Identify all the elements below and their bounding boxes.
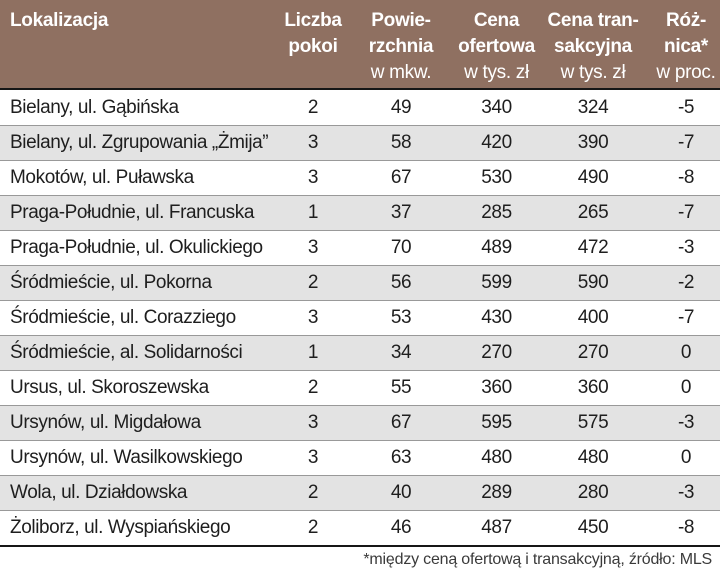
cell-area: 40: [390, 482, 412, 503]
cell-difference: -3: [677, 482, 695, 503]
cell-location: Śródmieście, ul. Pokorna: [10, 272, 212, 293]
cell-transaction-price: 324: [577, 96, 609, 118]
column-header-line: Lokalizacja: [10, 10, 109, 31]
column-header-line: w tys. zł: [560, 62, 626, 83]
cell-asking-price: 595: [481, 412, 512, 433]
column-header-line: Cena tran-: [547, 10, 639, 31]
column-header-line: w proc.: [656, 62, 716, 83]
cell-area: 34: [390, 342, 412, 363]
cell-difference: -2: [677, 272, 695, 293]
cell-transaction-price: 390: [577, 132, 609, 153]
cell-area: 37: [390, 202, 412, 223]
table-row: [0, 440, 720, 475]
table-header-row: [0, 0, 720, 90]
table-body: [0, 90, 720, 545]
column-header-line: sakcyjna: [554, 36, 632, 57]
footnote-bar: [0, 545, 720, 574]
cell-transaction-price: 270: [577, 342, 609, 363]
cell-rooms: 1: [307, 202, 319, 223]
table-row: [0, 405, 720, 440]
cell-rooms: 1: [307, 342, 319, 363]
table-row: [0, 475, 720, 510]
column-header-line: w mkw.: [370, 62, 432, 83]
cell-transaction-price: 360: [577, 377, 609, 398]
cell-difference: 0: [680, 342, 692, 363]
cell-transaction-price: 472: [577, 237, 609, 258]
cell-location: Praga-Południe, ul. Okulickiego: [10, 237, 263, 258]
cell-asking-price: 340: [481, 96, 512, 118]
cell-location: Praga-Południe, ul. Francuska: [10, 202, 254, 223]
column-header-line: rzchnia: [368, 36, 434, 57]
table-row: [0, 160, 720, 195]
column-header-line: Cena: [473, 10, 520, 31]
cell-location: Ursynów, ul. Migdałowa: [10, 412, 201, 433]
table-row: [0, 265, 720, 300]
cell-transaction-price: 265: [577, 202, 609, 223]
cell-asking-price: 420: [481, 132, 512, 153]
table-row: [0, 230, 720, 265]
column-header-line: Liczba: [284, 10, 342, 31]
cell-rooms: 2: [307, 96, 319, 118]
column-header-transaction-price: [546, 8, 640, 88]
cell-transaction-price: 450: [577, 517, 609, 538]
cell-rooms: 2: [307, 377, 319, 398]
cell-area: 70: [390, 237, 412, 258]
cell-rooms: 3: [307, 307, 319, 328]
cell-difference: -7: [677, 307, 695, 328]
cell-area: 56: [390, 272, 412, 293]
table-row: [0, 335, 720, 370]
column-header-location: [0, 8, 271, 88]
cell-difference: 0: [680, 377, 692, 398]
cell-asking-price: 430: [481, 307, 512, 328]
cell-rooms: 3: [307, 132, 319, 153]
cell-location: Wola, ul. Działdowska: [10, 482, 188, 503]
table-row: [0, 90, 720, 125]
column-header-line: nica*: [664, 36, 708, 57]
cell-area: 55: [390, 377, 412, 398]
cell-asking-price: 487: [481, 517, 512, 538]
cell-area: 67: [390, 412, 412, 433]
cell-asking-price: 289: [481, 482, 512, 503]
cell-asking-price: 489: [481, 237, 512, 258]
cell-asking-price: 270: [481, 342, 512, 363]
cell-area: 53: [390, 307, 412, 328]
cell-transaction-price: 480: [577, 447, 609, 468]
cell-difference: -8: [677, 167, 695, 188]
column-header-line: ofertowa: [458, 36, 535, 57]
cell-rooms: 3: [307, 237, 319, 258]
column-header-rooms: [271, 8, 355, 88]
cell-difference: -8: [677, 517, 695, 538]
cell-area: 46: [390, 517, 412, 538]
column-header-asking-price: [447, 8, 546, 88]
cell-difference: -7: [677, 132, 695, 153]
cell-difference: -3: [677, 237, 695, 258]
cell-location: Śródmieście, ul. Corazziego: [10, 307, 236, 328]
cell-area: 63: [390, 447, 412, 468]
cell-asking-price: 285: [481, 202, 512, 223]
cell-difference: -3: [677, 412, 695, 433]
cell-asking-price: 530: [481, 167, 512, 188]
cell-transaction-price: 490: [577, 167, 609, 188]
cell-location: Mokotów, ul. Puławska: [10, 167, 194, 188]
column-header-line: Róż-: [666, 10, 706, 31]
cell-rooms: 3: [307, 167, 319, 188]
column-header-line: w tys. zł: [464, 62, 529, 83]
cell-location: Żoliborz, ul. Wyspiańskiego: [10, 517, 231, 538]
table-row: [0, 125, 720, 160]
cell-difference: -7: [677, 202, 695, 223]
cell-location: Ursynów, ul. Wasilkowskiego: [10, 447, 243, 468]
cell-area: 49: [390, 96, 412, 118]
table-row: [0, 195, 720, 230]
cell-location: Śródmieście, al. Solidarności: [10, 342, 243, 363]
cell-transaction-price: 400: [577, 307, 609, 328]
cell-rooms: 3: [307, 447, 319, 468]
cell-rooms: 3: [307, 412, 319, 433]
cell-transaction-price: 590: [577, 272, 609, 293]
column-header-line: pokoi: [288, 36, 338, 57]
cell-rooms: 2: [307, 272, 319, 293]
cell-location: Bielany, ul. Zgrupowania „Żmija”: [10, 132, 269, 153]
table-row: [0, 300, 720, 335]
column-header-difference: [640, 8, 720, 88]
cell-location: Bielany, ul. Gąbińska: [10, 96, 179, 118]
cell-asking-price: 599: [481, 272, 512, 293]
cell-location: Ursus, ul. Skoroszewska: [10, 377, 209, 398]
table-row: [0, 510, 720, 545]
table-footnote: *między ceną ofertową i transakcyjną, źródło: MLS: [363, 551, 712, 568]
column-header-line: Powie-: [371, 10, 431, 31]
cell-rooms: 2: [307, 517, 319, 538]
cell-difference: -5: [677, 96, 695, 118]
cell-difference: 0: [680, 447, 692, 468]
table-row: [0, 370, 720, 405]
cell-area: 67: [390, 167, 412, 188]
cell-transaction-price: 575: [577, 412, 609, 433]
column-header-area: [355, 8, 447, 88]
cell-area: 58: [390, 132, 412, 153]
cell-asking-price: 480: [481, 447, 512, 468]
cell-transaction-price: 280: [577, 482, 609, 503]
cell-asking-price: 360: [481, 377, 512, 398]
cell-rooms: 2: [307, 482, 319, 503]
